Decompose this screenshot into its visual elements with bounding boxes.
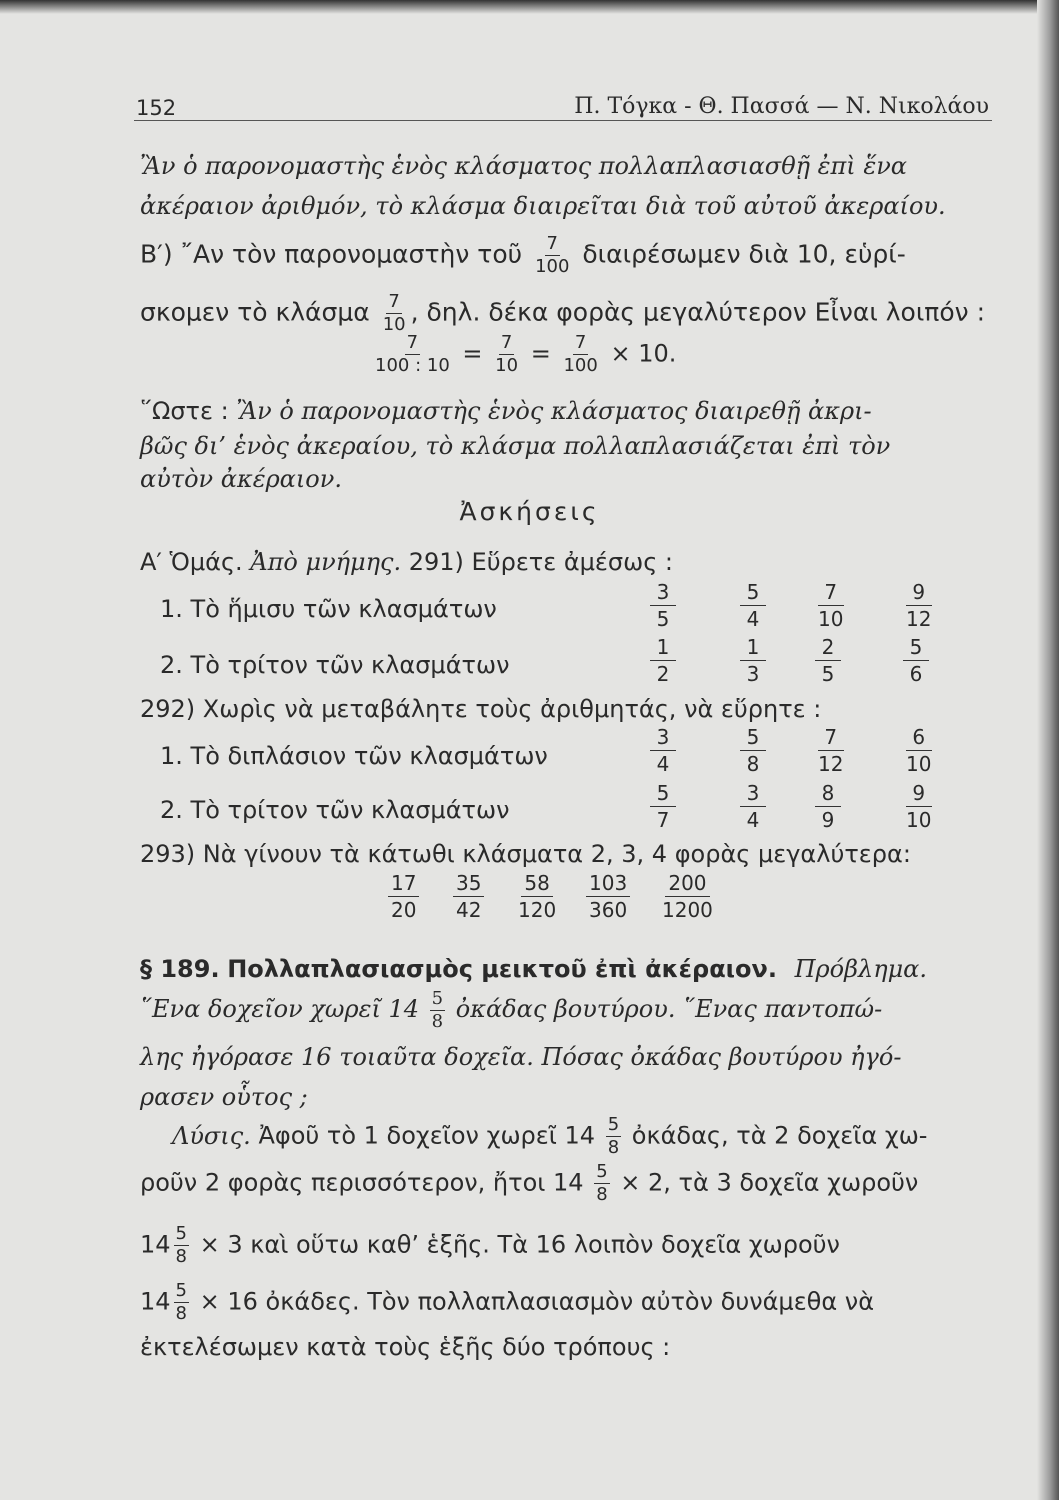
fraction-58-120 (515, 873, 559, 920)
problem-line-2: λης ἠγόρασε 16 τοιαῦτα δοχεῖα. Πόσας ὀκάδας βουτύρου ἠγό- (140, 1043, 902, 1071)
running-header-authors: Π. Τόγκα - Θ. Πασσά — Ν. Νικολάου (574, 94, 989, 119)
ex292-row-1-label: 1. Τὸ διπλάσιον τῶν κλασμάτων (160, 742, 548, 770)
solution-line-1 (140, 1116, 992, 1157)
denominator: 1200 (662, 898, 713, 922)
numerator: 3 (650, 727, 676, 751)
denominator: 9 (821, 808, 835, 832)
fraction-200-1200 (659, 873, 716, 920)
fraction-3-4 (650, 727, 676, 774)
solution-label: Λύσις. (172, 1121, 251, 1150)
fraction-17-20 (388, 873, 419, 920)
solution-text-3a: 14 (140, 1230, 171, 1259)
numerator: 9 (906, 783, 932, 807)
case-b-prefix: Β′) ῎Αν τὸν παρονομαστὴν τοῦ (140, 239, 523, 269)
solution-text-2a: ροῦν 2 φορὰς περισσότερον, ἤτοι 14 (140, 1168, 584, 1197)
numerator: 3 (740, 783, 766, 807)
fraction-2-5 (815, 637, 841, 684)
denominator: 7 (656, 808, 670, 832)
numerator: 7 (818, 727, 844, 751)
denominator: 6 (909, 662, 923, 686)
denominator: 8 (746, 752, 760, 776)
page-number: 152 (136, 96, 177, 120)
exercise-291-text: 291) Εὕρετε ἀμέσως : (408, 548, 674, 576)
fraction-1-3 (740, 637, 766, 684)
denominator: 2 (656, 662, 670, 686)
solution-fraction-1: $\frac{5}{8}$ (607, 1114, 620, 1158)
fraction-1-2 (650, 637, 676, 684)
rule-1-text-1: Ἂν ὁ παρονομαστὴς ἑνὸς κλάσματος πολλαπλασιασθῇ ἐπὶ ἕνα (140, 152, 908, 180)
fraction-7-10: $\frac{7}{10}$ (382, 291, 406, 335)
exercises-heading: Ἀσκήσεις (459, 497, 600, 526)
problem-line-3: ρασεν οὗτος ; (140, 1083, 308, 1111)
group-a-line (140, 548, 992, 576)
ex291-row-2-label: 2. Τὸ τρίτον τῶν κλασμάτων (160, 651, 510, 679)
denominator: 10 (906, 752, 932, 776)
solution-line-5: ἐκτελέσωμεν κατὰ τοὺς ἑξῆς δύο τρόπους : (140, 1333, 671, 1361)
case-b-suffix: διαιρέσωμεν διὰ 10, εὑρί- (582, 239, 906, 269)
fraction-7-12 (815, 727, 846, 774)
ex292-row-2-label: 2. Τὸ τρίτον τῶν κλασμάτων (160, 796, 510, 824)
denominator: 360 (589, 898, 628, 922)
numerator: 5 (903, 637, 929, 661)
denominator: 12 (818, 752, 844, 776)
denominator: 5 (656, 607, 670, 631)
denominator: 20 (391, 898, 417, 922)
fraction-5-6 (903, 637, 929, 684)
solution-text-4a: 14 (140, 1287, 171, 1316)
group-a-note: Ἀπὸ μνήμης. (250, 548, 402, 576)
solution-fraction-3: $\frac{5}{8}$ (175, 1223, 187, 1267)
numerator: 8 (815, 783, 841, 807)
fraction-35-42 (453, 873, 484, 920)
rule-2-line-1 (140, 397, 992, 425)
numerator: 6 (906, 727, 932, 751)
numerator: 17 (388, 873, 419, 897)
problem-fraction-5-8: $\frac{5}{8}$ (431, 988, 444, 1032)
denominator: 10 (818, 607, 844, 631)
fraction-103-360 (586, 873, 630, 920)
section-number: § 189. (140, 955, 220, 983)
rule-1-line-1 (140, 152, 992, 180)
header-rule (134, 120, 992, 121)
denominator: 4 (656, 752, 670, 776)
fraction-9-12 (903, 582, 934, 629)
rule-2-lead: ῞Ωστε : (140, 397, 229, 425)
fraction-3-5 (650, 582, 676, 629)
rule-2-line-2: βῶς δι’ ἑνὸς ἀκεραίου, τὸ κλάσμα πολλαπλασιάζεται ἐπὶ τὸν (140, 432, 891, 460)
fraction-7-10 (815, 582, 846, 629)
problem-label: Πρόβλημα. (794, 955, 928, 983)
denominator: 42 (456, 898, 482, 922)
equation (370, 334, 676, 375)
case-b-line-1 (140, 235, 992, 276)
denominator: 4 (746, 607, 760, 631)
case-b-line2-prefix: σκομεν τὸ κλάσμα (140, 297, 370, 327)
problem-line-1 (140, 990, 992, 1031)
equation-frac-2: $\frac{7}{10}$ (495, 332, 519, 376)
solution-text-1b: ὀκάδας, τὰ 2 δοχεῖα χω- (631, 1121, 928, 1150)
rule-1-line-2: ἀκέραιον ἀριθμόν, τὸ κλάσμα διαιρεῖται διὰ τοῦ αὐτοῦ ἀκεραίου. (140, 192, 946, 220)
fraction-7-100: $\frac{7}{100}$ (535, 233, 570, 277)
numerator: 1 (740, 637, 766, 661)
fraction-6-10 (903, 727, 934, 774)
solution-text-4b: × 16 ὀκάδες. Τὸν πολλαπλασιασμὸν αὐτὸν δυνάμεθα νὰ (199, 1287, 875, 1316)
solution-text-3b: × 3 καὶ οὕτω καθ’ ἑξῆς. Τὰ 16 λοιπὸν δοχεῖα χωροῦν (199, 1230, 840, 1259)
numerator: 9 (906, 582, 932, 606)
solution-text-2b: × 2, τὰ 3 δοχεῖα χωροῦν (620, 1168, 919, 1197)
denominator: 12 (906, 607, 932, 631)
denominator: 120 (518, 898, 557, 922)
ex291-row-1-label: 1. Τὸ ἥμισυ τῶν κλασμάτων (160, 595, 497, 623)
numerator: 2 (815, 637, 841, 661)
solution-fraction-4: $\frac{5}{8}$ (175, 1280, 187, 1324)
numerator: 3 (650, 582, 676, 606)
numerator: 1 (650, 637, 676, 661)
solution-fraction-2: $\frac{5}{8}$ (596, 1161, 608, 1205)
denominator: 5 (821, 662, 835, 686)
denominator: 3 (746, 662, 760, 686)
fraction-5-4 (740, 582, 766, 629)
fraction-3-4 (740, 783, 766, 830)
section-189-title-line (140, 955, 992, 983)
rule-2-text-1: Ἂν ὁ παρονομαστὴς ἑνὸς κλάσματος διαιρεθῇ ἀκρι- (236, 397, 872, 425)
denominator: 10 (906, 808, 932, 832)
case-b-line2-suffix: , δηλ. δέκα φορὰς μεγαλύτερον Εἶναι λοιπόν : (410, 297, 985, 327)
numerator: 5 (740, 582, 766, 606)
solution-line-3 (140, 1225, 992, 1266)
case-b-line-2 (140, 293, 992, 334)
section-title: Πολλαπλασιασμὸς μεικτοῦ ἐπὶ ἀκέραιον. (227, 955, 777, 983)
numerator: 35 (453, 873, 484, 897)
fraction-5-8 (740, 727, 766, 774)
numerator: 5 (740, 727, 766, 751)
fraction-5-7 (650, 783, 676, 830)
equals-sign-2: = (530, 339, 551, 368)
solution-line-4 (140, 1282, 992, 1323)
solution-line-2 (140, 1163, 992, 1204)
solution-text-1a: Ἀφοῦ τὸ 1 δοχεῖον χωρεῖ 14 (258, 1121, 596, 1150)
page-right-edge (1037, 0, 1059, 1500)
equation-times: × 10. (610, 339, 677, 368)
problem-text-1b: ὀκάδας βουτύρου. ῞Ενας παντοπώ- (455, 995, 883, 1023)
denominator: 4 (746, 808, 760, 832)
group-a-label: Α′ Ὁμάς. (140, 548, 243, 576)
equation-frac-1: $\frac{7}{100 : 10}$ (375, 332, 450, 376)
fraction-8-9 (815, 783, 841, 830)
numerator: 200 (665, 873, 709, 897)
numerator: 58 (521, 873, 552, 897)
problem-text-1a: ῞Ενα δοχεῖον χωρεῖ 14 (140, 995, 420, 1023)
equals-sign-1: = (462, 339, 483, 368)
exercise-293-text: 293) Νὰ γίνουν τὰ κάτωθι κλάσματα 2, 3, 4 φορὰς μεγαλύτερα: (140, 840, 911, 868)
equation-frac-3: $\frac{7}{100}$ (563, 332, 598, 376)
numerator: 5 (650, 783, 676, 807)
rule-2-line-3: αὐτὸν ἀκέραιον. (140, 465, 342, 493)
numerator: 103 (586, 873, 630, 897)
numerator: 7 (818, 582, 844, 606)
exercise-292-text: 292) Χωρὶς νὰ μεταβάλητε τοὺς ἀριθμητάς, νὰ εὕρητε : (140, 695, 822, 723)
fraction-9-10 (903, 783, 934, 830)
page-top-edge (0, 0, 1059, 14)
